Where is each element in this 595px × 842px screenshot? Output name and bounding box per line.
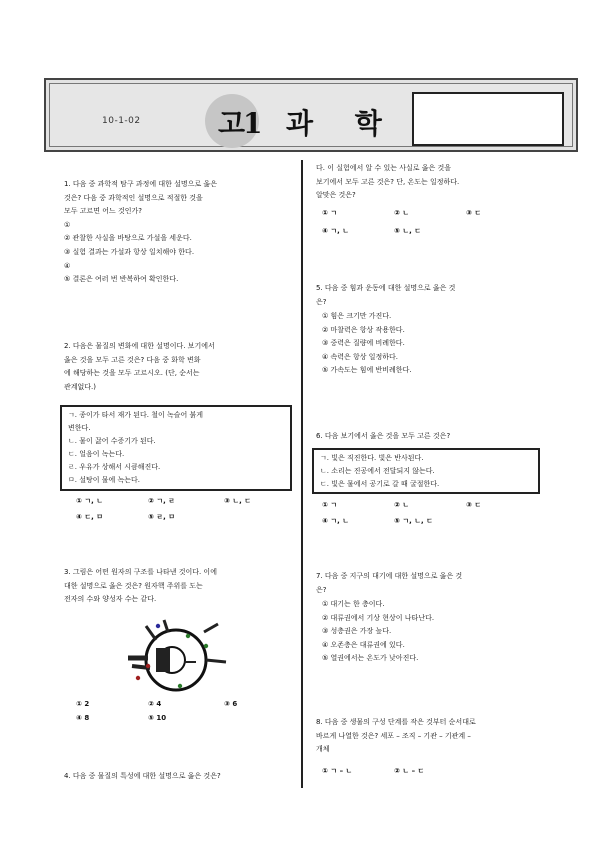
question-1-line: 것은? 다음 중 과학적인 설명으로 적절한 것을 [64,193,203,202]
question-continued-line: 알맞은 것은? [316,191,356,200]
nucleus-fill [156,648,170,672]
option-2[interactable]: ② ㄴ [394,209,410,217]
question-5-line: 은? [316,297,327,306]
question-2-line: 2. 다음은 물질의 변화에 대한 설명이다. 보기에서 [64,342,215,350]
question-7-choices [322,598,434,666]
choice-item[interactable]: ② 마찰력은 항상 작용한다. [322,325,405,334]
question-5 [316,282,455,309]
question-2-options [76,496,286,522]
question-6-options [322,500,542,528]
question-7 [316,570,462,597]
header-inner-frame [49,83,573,147]
choice-item[interactable]: ⑤ 가속도는 힘에 반비례한다. [322,366,412,375]
option-5[interactable]: ⑤ ㄹ, ㅁ [148,513,175,521]
option-2[interactable]: ② 4 [148,700,162,708]
question-2-line: 관계없다.) [64,382,97,391]
question-1-line: ③ 실험 결과는 가설과 항상 일치해야 한다. [64,247,195,256]
question-1-line: ⑤ 결론은 여러 번 반복하여 확인한다. [64,275,179,284]
option-3[interactable]: ③ ㄴ, ㄷ [224,497,251,505]
atom-diagram [118,618,230,696]
question-continued-line: 보기에서 모두 고른 것은? 단, 온도는 일정하다. [316,177,460,186]
example-item: 변한다. [68,424,91,432]
choice-item[interactable]: ⑤ 열권에서는 온도가 낮아진다. [322,654,419,663]
question-6-example-box [312,448,540,494]
question-4 [64,770,221,784]
question-continued-line: 다. 이 실험에서 알 수 있는 사실로 옳은 것을 [316,164,451,172]
question-3 [64,566,217,607]
option-2[interactable]: ② ㄴ [394,501,410,509]
option-2[interactable]: ② ㄴ – ㄷ [394,767,425,775]
example-item: ㄷ. 얼음이 녹는다. [68,450,125,458]
question-8-line: 바르게 나열한 것은? 세포 – 조직 – 기관 – 기관계 – [316,731,471,740]
option-3[interactable]: ③ ㄷ [466,209,482,217]
question-continued-options [322,208,542,236]
electron [136,676,140,680]
choice-item[interactable]: ④ 오존층은 대류권에 있다. [322,640,405,649]
option-4[interactable]: ④ ㄱ, ㄴ [322,227,349,235]
question-2-line: 에 해당하는 것을 모두 고르시오. (단, 순서는 [64,369,200,378]
option-3[interactable]: ③ 6 [224,700,238,708]
option-1[interactable]: ① 2 [76,700,90,708]
question-1-line: ④ [64,261,71,270]
column-divider [301,160,303,788]
question-1-line: ② 관찰한 사실을 바탕으로 가설을 세운다. [64,234,192,243]
option-3[interactable]: ③ ㄷ [466,501,482,509]
label-pointer [206,660,226,662]
question-4-line: 4. 다음 중 물질의 특성에 대한 설명으로 옳은 것은? [64,772,221,780]
question-6 [316,430,450,444]
example-item: ㄴ. 소리는 진공에서 전달되지 않는다. [320,467,435,475]
option-1[interactable]: ① ㄱ [322,501,338,509]
question-2-example-box [60,405,292,491]
question-1-line: 모두 고르면 어느 것인가? [64,207,143,216]
option-4[interactable]: ④ ㄷ, ㅁ [76,513,103,521]
electron [204,644,208,648]
question-7-line: 7. 다음 중 지구의 대기에 대한 설명으로 옳은 것 [316,572,463,580]
question-3-line: 전자의 수와 양성자 수는 같다. [64,595,157,604]
example-item: ㄴ. 물이 끓어 수증기가 된다. [68,437,156,445]
electron [186,634,190,638]
electron [178,684,182,688]
option-2[interactable]: ② ㄱ, ㄹ [148,497,175,505]
question-continued [316,162,459,203]
question-7-line: 은? [316,585,327,594]
label-pointer [164,620,168,632]
question-5-line: 5. 다음 중 힘과 운동에 대한 설명으로 옳은 것 [316,284,456,292]
question-5-choices [322,310,412,378]
choice-item[interactable]: ① 힘은 크기만 가진다. [322,312,392,320]
option-4[interactable]: ④ ㄱ, ㄴ [322,517,349,525]
option-1[interactable]: ① ㄱ, ㄴ [76,497,103,505]
electron [156,624,160,628]
example-item: ㄹ. 우유가 상해서 시큼해진다. [68,463,161,471]
label-pointer [204,624,218,632]
question-3-options [76,700,286,726]
question-1-line: ① [64,220,71,229]
choice-item[interactable]: ③ 중력은 질량에 비례한다. [322,339,405,348]
question-2-line: 옳은 것을 모두 고른 것은? 다음 중 화학 변화 [64,355,201,364]
choice-item[interactable]: ② 대류권에서 기상 현상이 나타난다. [322,613,435,622]
question-1-line: 1. 다음 중 과학적 탐구 과정에 대한 설명으로 옳은 [64,180,217,188]
question-8-line: 8. 다음 중 생물의 구성 단계를 작은 것부터 순서대로 [316,718,476,726]
option-1[interactable]: ① ㄱ [322,209,338,217]
choice-item[interactable]: ④ 속력은 항상 일정하다. [322,352,399,361]
question-2 [64,340,215,394]
option-5[interactable]: ⑤ ㄴ, ㄷ [394,227,421,235]
question-3-line: 대한 설명으로 옳은 것은? 원자핵 주위를 도는 [64,581,203,590]
exam-header [44,78,578,152]
example-item: ㄱ. 종이가 타서 재가 된다. 철이 녹슬어 붉게 [68,411,203,419]
choice-item[interactable]: ① 대기는 한 층이다. [322,600,385,608]
name-entry-box[interactable] [412,92,564,146]
label-pointer [146,626,156,640]
subject-title: 과 학 [286,107,398,140]
electron [146,664,150,668]
example-item: ㄱ. 빛은 직진한다. 빛은 반사된다. [320,454,424,462]
question-8 [316,716,476,757]
question-8-options [322,766,542,780]
grade-label: 고1 [218,107,261,140]
question-1 [64,178,217,287]
question-6-line: 6. 다음 보기에서 옳은 것을 모두 고른 것은? [316,432,451,440]
example-item: ㄷ. 빛은 물에서 공기로 갈 때 굴절한다. [320,480,440,488]
exam-code: 10-1-02 [102,116,141,126]
option-5[interactable]: ⑤ ㄱ, ㄴ, ㄷ [394,517,433,525]
choice-item[interactable]: ③ 성층권은 가장 높다. [322,627,392,636]
option-1[interactable]: ① ㄱ – ㄴ [322,767,353,775]
question-3-line: 3. 그림은 어떤 원자의 구조를 나타낸 것이다. 이에 [64,568,217,576]
option-4[interactable]: ④ 8 [76,714,90,722]
question-8-line: 개체 [316,745,330,754]
example-item: ㅁ. 설탕이 물에 녹는다. [68,476,140,484]
option-5[interactable]: ⑤ 10 [148,714,167,722]
